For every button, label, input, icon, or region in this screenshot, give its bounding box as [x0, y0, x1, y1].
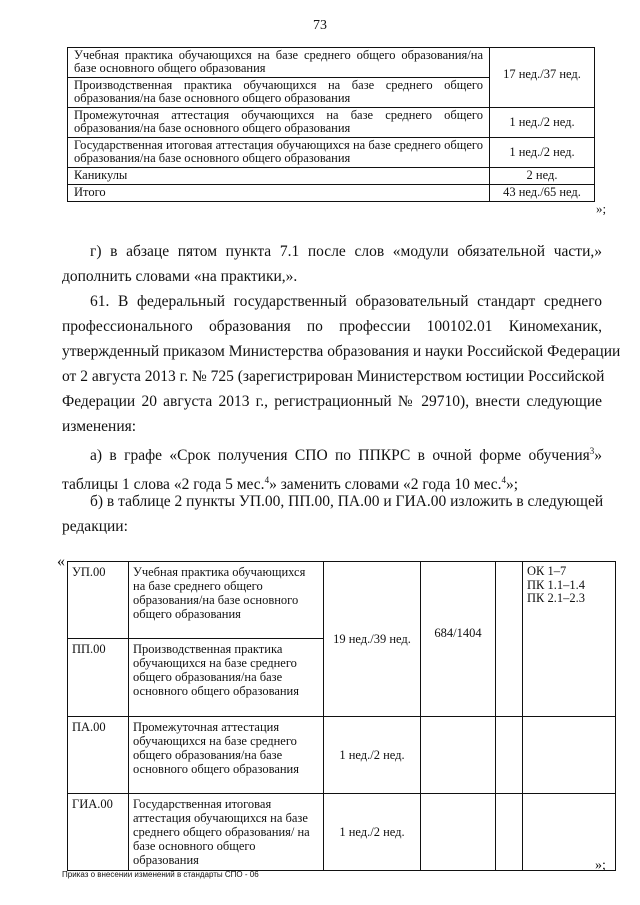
competencies-cell	[523, 562, 616, 717]
table-row	[68, 138, 595, 168]
row-label: Промежуточная аттестация обучающихся на базе среднего общего образования/на базе основного общего образования	[68, 108, 490, 138]
text-line: 61. В федеральный государственный образовательный стандарт среднего	[90, 293, 602, 310]
row-label: Учебная практика обучающихся на базе среднего общего образования/на базе основного общего образования	[68, 48, 490, 78]
row-code: УП.00	[68, 562, 129, 639]
competency: ПК 1.1–1.4	[527, 577, 585, 592]
text-line: б) в таблице 2 пункты УП.00, ПП.00, ПА.00 и ГИА.00 изложить в следующей	[90, 493, 604, 510]
row-weeks: 1 нед./2 нед.	[324, 717, 421, 794]
table-row	[68, 48, 595, 78]
empty-cell	[523, 717, 616, 794]
empty-cell	[496, 562, 523, 717]
table-row	[68, 168, 595, 185]
text-line: дополнить словами «на практики,».	[62, 268, 298, 285]
quote-open-mark: «	[57, 553, 65, 570]
row-value: 1 нед./2 нед.	[490, 138, 595, 168]
row-description: Производственная практика обучающихся на базе среднего общего образования/на базе основного общего образования	[129, 639, 324, 717]
table1-end-mark: »;	[596, 201, 607, 216]
footnote-ref: 3	[589, 446, 595, 456]
curriculum-table-2	[67, 561, 616, 871]
row-description: Государственная итоговая аттестация обучающихся на базе среднего общего образования/ на базе основного общего образования	[129, 794, 324, 871]
table-row	[68, 185, 595, 202]
row-value: 43 нед./65 нед.	[490, 185, 595, 202]
row-label: Каникулы	[68, 168, 490, 185]
text-fragment: таблицы 1 слова «2 года 5 мес.	[62, 476, 265, 494]
competency: ОК 1–7	[527, 564, 567, 578]
text-line: редакции:	[62, 518, 128, 535]
text-fragment: » заменить словами «2 года 10 мес.	[269, 476, 502, 494]
curriculum-table-1	[67, 47, 595, 202]
practice-weeks: 19 нед./39 нед.	[324, 562, 421, 717]
practice-hours: 684/1404	[421, 562, 496, 717]
paragraph-61	[62, 289, 621, 439]
row-value: 1 нед./2 нед.	[490, 108, 595, 138]
row-code: ГИА.00	[68, 794, 129, 871]
row-code: ПА.00	[68, 717, 129, 794]
text-line	[62, 439, 602, 468]
footer-note: Приказ о внесении изменений в стандарты СПО - 06	[62, 870, 259, 879]
competency: ПК 2.1–2.3	[527, 591, 585, 605]
table-row	[68, 794, 616, 871]
page-number: 73	[313, 18, 327, 33]
row-code: ПП.00	[68, 639, 129, 717]
text-line: утвержденный приказом Министерства образования и науки Российской Федерации	[62, 343, 621, 360]
row-label: Государственная итоговая аттестация обучающихся на базе среднего общего образования/на базе основного общего образования	[68, 138, 490, 168]
empty-cell	[496, 717, 523, 794]
empty-cell	[496, 794, 523, 871]
row-description: Учебная практика обучающихся на базе среднего общего образования/на базе основного общего образования	[129, 562, 324, 639]
text-line: изменения:	[62, 418, 137, 435]
paragraph-b	[62, 489, 602, 539]
row-weeks: 1 нед./2 нед.	[324, 794, 421, 871]
table-row	[68, 108, 595, 138]
empty-cell	[421, 717, 496, 794]
text-line: г) в абзаце пятом пункта 7.1 после слов «модули обязательной части,»	[90, 243, 602, 260]
text-fragment: »	[594, 447, 602, 465]
footnote-ref: 4	[501, 475, 507, 486]
paragraph-g	[62, 239, 602, 289]
row-value: 2 нед.	[490, 168, 595, 185]
text-line: Федерации 20 августа 2013 г., регистрационный № 29710), внести следующие	[62, 393, 602, 410]
row-description: Промежуточная аттестация обучающихся на базе среднего общего образования/на базе основного общего образования	[129, 717, 324, 794]
empty-cell	[421, 794, 496, 871]
practice-weeks-value: 17 нед./37 нед.	[490, 48, 595, 108]
table-row	[68, 562, 616, 639]
footnote-ref: 4	[264, 475, 270, 486]
table-row	[68, 717, 616, 794]
text-line: от 2 августа 2013 г. № 725 (зарегистрирован Министерством юстиции Российской	[62, 368, 605, 385]
text-fragment: »;	[506, 476, 519, 494]
text-line: профессионального образования по профессии 100102.01 Киномеханик,	[62, 318, 602, 335]
row-label: Итого	[68, 185, 490, 202]
text-fragment: а) в графе «Срок получения СПО по ППКРС в очной форме обучения	[90, 447, 590, 465]
quote-close-mark: »;	[595, 858, 606, 873]
row-label: Производственная практика обучающихся на базе среднего общего образования/на базе основного общего образования	[68, 78, 490, 108]
